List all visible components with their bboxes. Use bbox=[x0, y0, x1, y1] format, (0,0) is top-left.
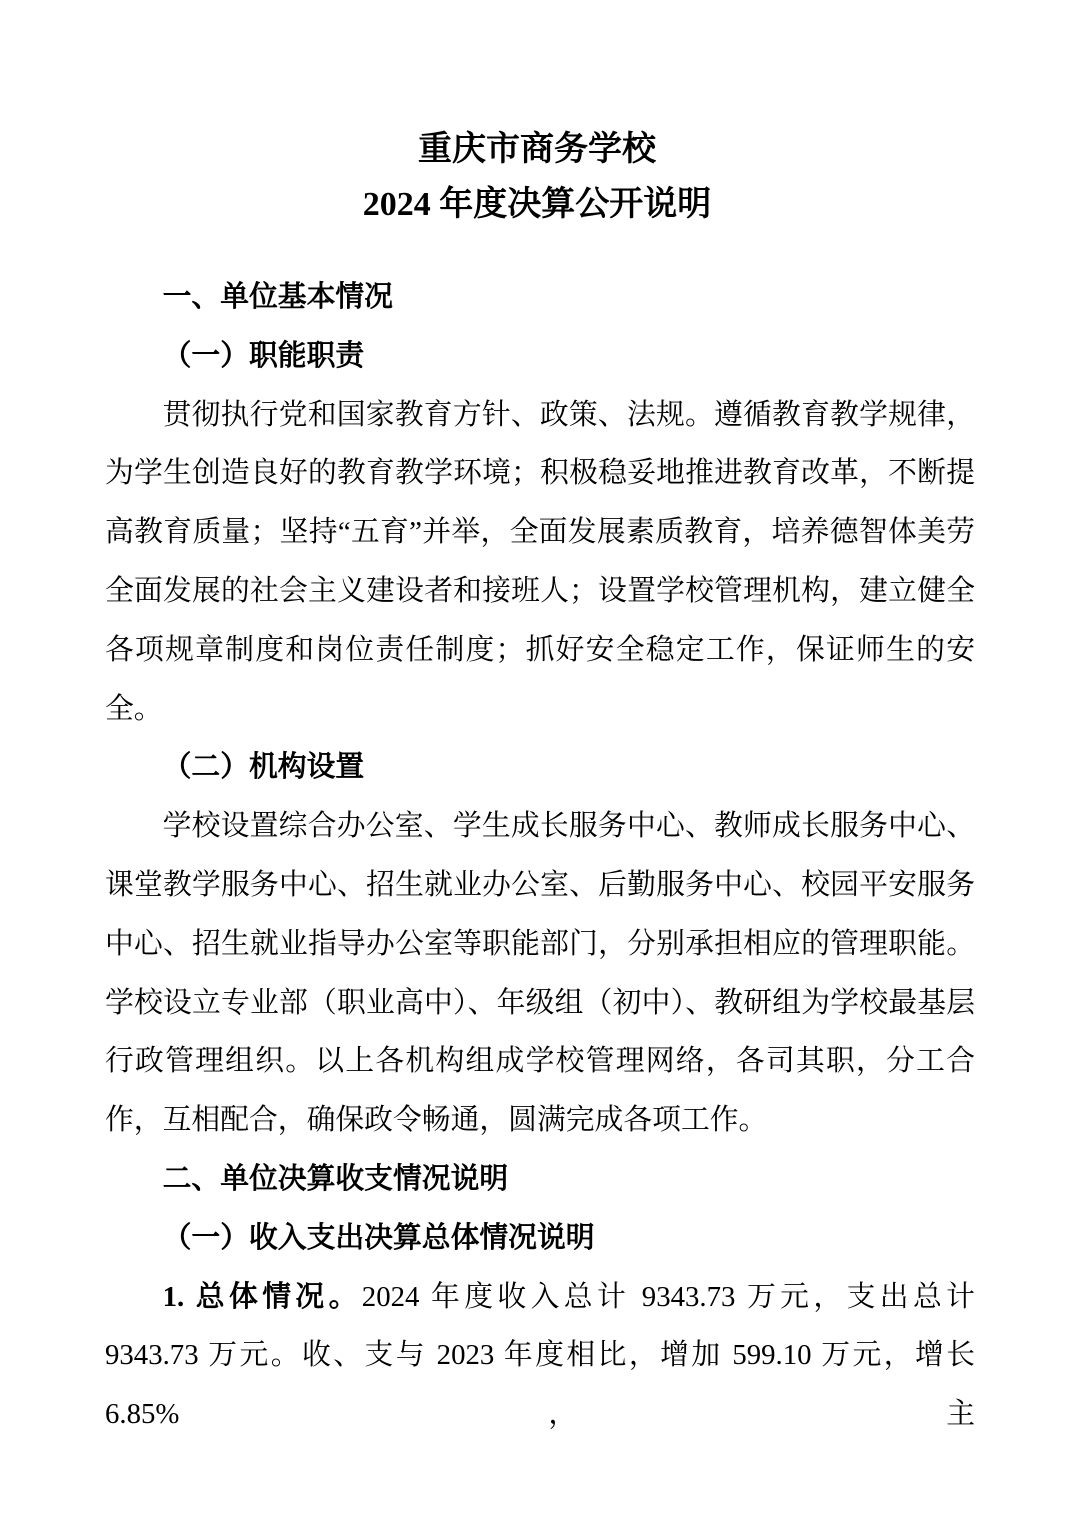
document-title: 重庆市商务学校 bbox=[418, 131, 656, 168]
section-2-heading: 二、单位决算收支情况说明 bbox=[162, 1162, 509, 1195]
paragraph-organization: 学校设置综合办公室、学生成长服务中心、教师成长服务中心、课堂教学服务中心、招生就业办公室、后勤服务中心、校园平安服务中心、招生就业指导办公室等职能部门，分别承担相应的管理职能。学校设立专业部（职业高中）、年级组（初中）、教研组为学校最基层行政管理组织。以上各机构组成学校管理网络，各司其职，分工合作，互相配合，确保政令畅通，圆满完成各项工作。 bbox=[105, 810, 975, 1137]
paragraph-overall-situation-text: 2024 年度收入总计 9343.73 万元，支出总计 9343.73 万元。收、支与 2023 年度相比，增加 599.10 万元，增长 6.85%，主 bbox=[105, 1280, 975, 1431]
paragraph-duties: 贯彻执行党和国家教育方针、政策、法规。遵循教育教学规律，为学生创造良好的教育教学环境；积极稳妥地推进教育改革，不断提高教育质量；坚持“五育”并举，全面发展素质教育，培养德智体美劳全面发展的社会主义建设者和接班人；设置学校管理机构，建立健全各项规章制度和岗位责任制度；抓好安全稳定工作，保证师生的安全。 bbox=[105, 398, 975, 725]
section-1-sub-1-heading: （一）职能职责 bbox=[162, 339, 365, 372]
paragraph-overall-situation bbox=[105, 1268, 975, 1444]
section-1-heading: 一、单位基本情况 bbox=[162, 281, 393, 313]
document-title-block bbox=[0, 122, 1074, 232]
section-1-sub-2-heading: （二）机构设置 bbox=[162, 751, 365, 784]
paragraph-overall-situation-lead: 1. 总体情况。 bbox=[162, 1280, 362, 1313]
document-subtitle: 2024 年度决算公开说明 bbox=[362, 186, 712, 223]
section-2-sub-1-heading: （一）收入支出决算总体情况说明 bbox=[162, 1221, 595, 1254]
document-body bbox=[105, 268, 975, 1444]
